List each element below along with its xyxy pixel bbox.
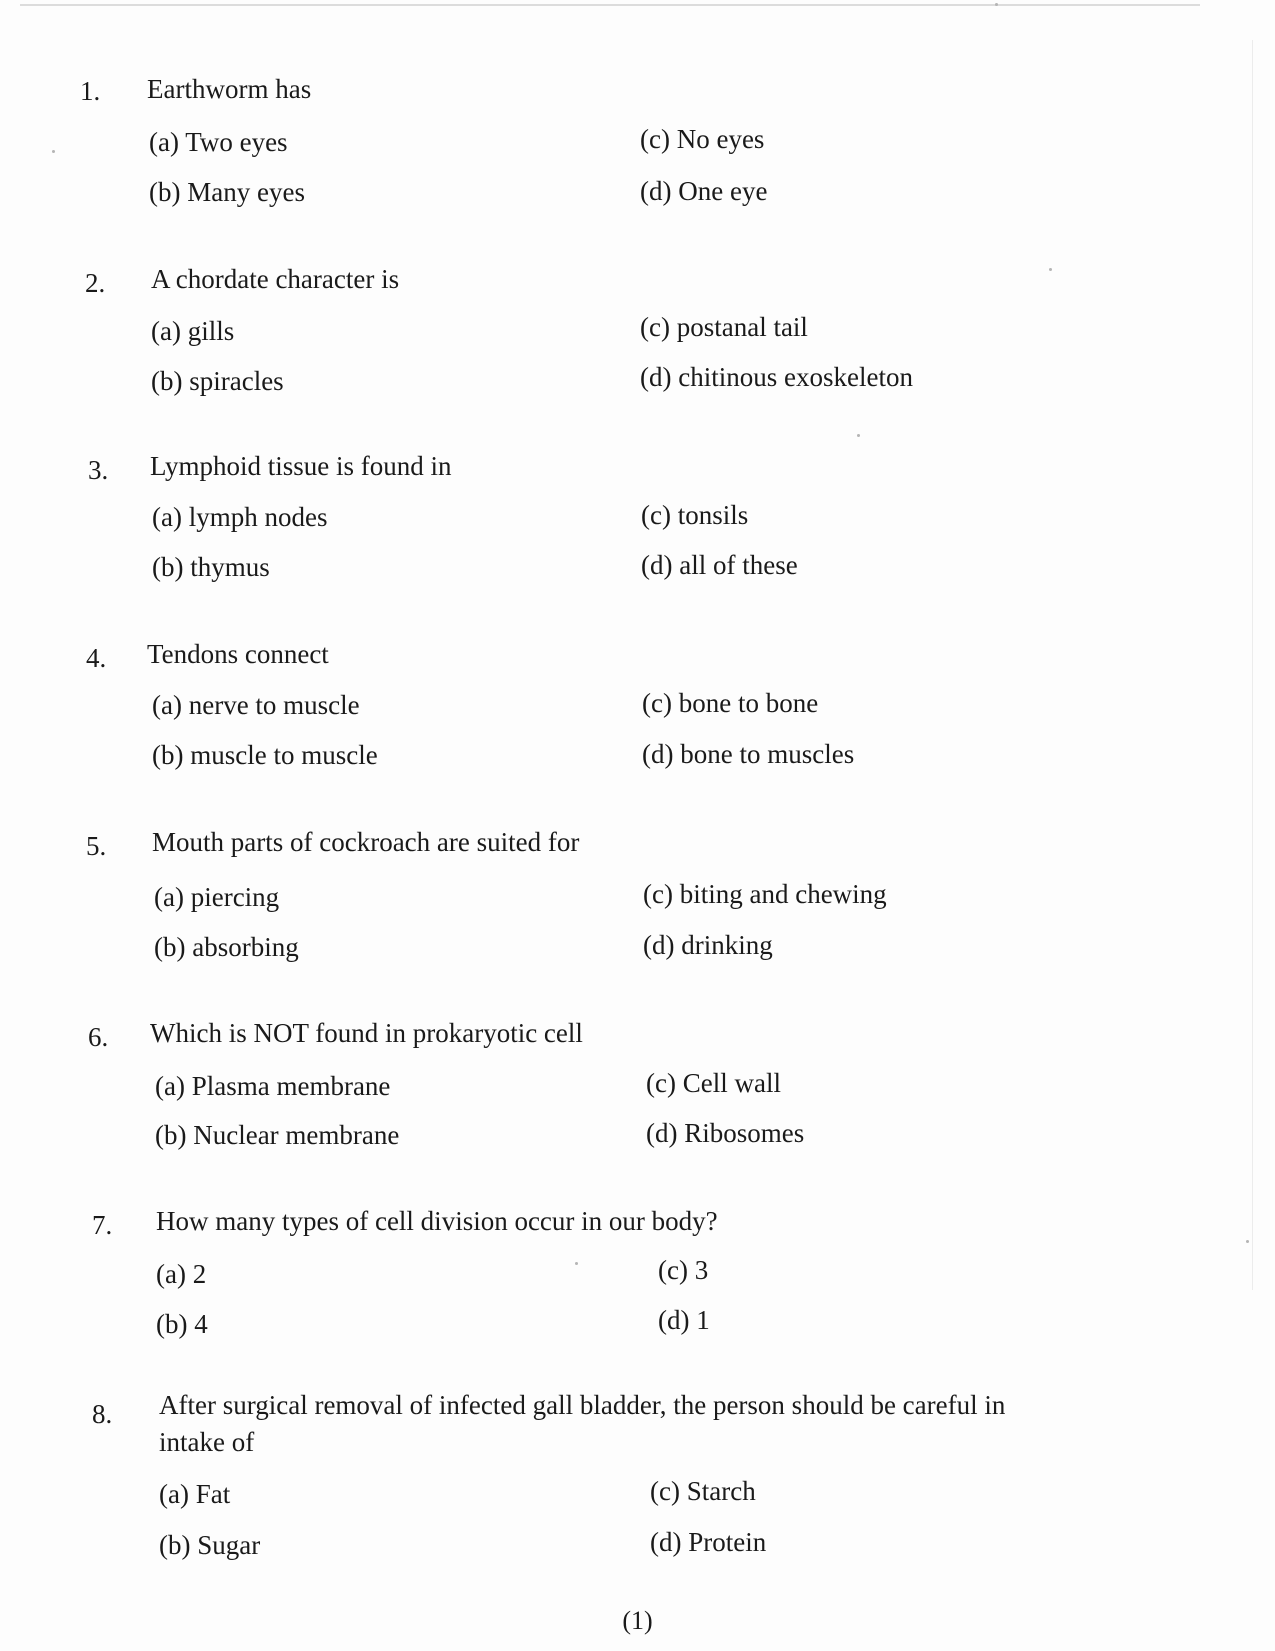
question-number: 1. [80, 76, 101, 106]
option-c: (c) Starch [650, 1476, 756, 1506]
question-text: Tendons connect [147, 639, 329, 669]
option-a: (a) Fat [159, 1479, 231, 1509]
option-c: (c) No eyes [640, 124, 765, 154]
question-text: Lymphoid tissue is found in [150, 451, 452, 481]
question-number: 3. [88, 455, 109, 485]
option-b: (b) absorbing [154, 932, 299, 962]
question-number: 2. [85, 268, 106, 298]
question-number: 4. [86, 643, 107, 673]
scan-speck [52, 150, 55, 153]
question-text: Earthworm has [147, 74, 312, 104]
option-b: (b) Sugar [159, 1530, 261, 1560]
option-b: (b) thymus [152, 552, 270, 582]
question-text: Mouth parts of cockroach are suited for [152, 827, 580, 857]
option-a: (a) lymph nodes [152, 502, 328, 532]
question-number: 8. [92, 1399, 113, 1429]
option-d: (d) chitinous exoskeleton [640, 362, 913, 392]
question-number: 7. [92, 1210, 113, 1240]
question-text: After surgical removal of infected gall bladder, the person should be careful in intake of [159, 1390, 1006, 1457]
option-a: (a) piercing [154, 882, 280, 912]
question-text: Which is NOT found in prokaryotic cell [150, 1018, 583, 1048]
question-number: 5. [86, 831, 107, 861]
option-b: (b) spiracles [151, 366, 284, 396]
question-text: A chordate character is [151, 264, 400, 294]
option-d: (d) drinking [643, 930, 773, 960]
option-b: (b) Nuclear membrane [155, 1120, 400, 1150]
scan-speck [1049, 268, 1052, 271]
option-c: (c) Cell wall [646, 1068, 781, 1098]
option-b: (b) muscle to muscle [152, 740, 378, 770]
option-c: (c) tonsils [641, 500, 749, 530]
option-b: (b) Many eyes [149, 177, 305, 207]
scan-top-edge [20, 4, 1200, 6]
page-number: (1) [622, 1606, 653, 1635]
option-b: (b) 4 [156, 1309, 208, 1339]
scan-speck [575, 1262, 578, 1265]
option-a: (a) gills [151, 316, 235, 346]
option-d: (d) Ribosomes [646, 1118, 805, 1148]
option-d: (d) bone to muscles [642, 739, 855, 769]
option-d: (d) all of these [641, 550, 798, 580]
question-text: How many types of cell division occur in our body? [156, 1206, 718, 1236]
option-c: (c) postanal tail [640, 312, 808, 342]
option-a: (a) Plasma membrane [155, 1071, 391, 1101]
option-a: (a) 2 [156, 1259, 207, 1289]
option-d: (d) One eye [640, 176, 768, 206]
option-a: (a) nerve to muscle [152, 690, 360, 720]
option-d: (d) Protein [650, 1527, 767, 1557]
option-c: (c) bone to bone [642, 688, 819, 718]
scan-speck [1246, 1240, 1249, 1243]
scan-speck [995, 3, 998, 6]
scan-right-edge [1252, 40, 1253, 1290]
option-c: (c) biting and chewing [643, 879, 887, 909]
option-c: (c) 3 [658, 1255, 709, 1285]
option-d: (d) 1 [658, 1305, 710, 1335]
scan-speck [857, 434, 860, 437]
option-a: (a) Two eyes [149, 127, 288, 157]
question-number: 6. [88, 1022, 109, 1052]
